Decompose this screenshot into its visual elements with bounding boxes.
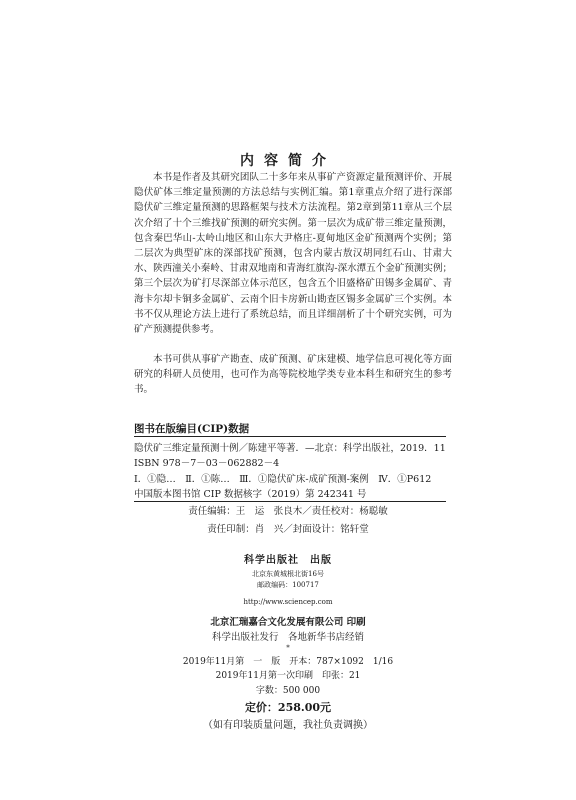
summary-paragraph-1: 本书是作者及其研究团队二十多年来从事矿产资源定量预测评价、开展隐伏矿体三维定量预测的方法总结与实例汇编。第1章重点介绍了进行深部隐伏矿三维定量预测的思路框架与技术方法流程。第2章到第11章从三个层次介绍了十个三维找矿预测的研究实例。第一层次为成矿带三维定量预测，包含秦巴华山-太岭山地区和山东大尹格庄-夏甸地区金矿预测两个实例；第二层次为典型矿床的深部找矿预测，包含内蒙古敖汉胡同红石山、甘肃大水、陕西潼关小秦岭、甘肃双地南和青海红旗沟-深水潭五个金矿预测实例；第三个层次为矿打尽深部立体示范区，包含五个旧盛格矿田锡多金属矿、青海卡尔却卡铜多金属矿、云南个旧卡房新山勘查区锡多金属矿三个实例。本书不仅从理论方法上进行了系统总结，而且详细剖析了十个研究实例，可为矿产预测提供参考。 xyxy=(134,172,452,336)
publisher-line: 科学出版社 出版 xyxy=(244,555,332,566)
responsible-editors: 责任编辑：王 运 张良木／责任校对：杨聪敏 xyxy=(188,506,388,517)
publisher-website: http://www.sciencep.com xyxy=(243,598,333,606)
summary-title: 内容简介 xyxy=(240,153,336,169)
cip-heading: 图书在版编目(CIP)数据 xyxy=(134,423,250,435)
publisher-address: 北京东黄城根北街16号 xyxy=(252,570,324,578)
publisher-postcode: 邮政编码：100717 xyxy=(257,581,319,589)
edition-info: 2019年11月第 一 版 开本：787×1092 1/16 xyxy=(182,657,394,667)
distributor-line: 科学出版社发行 各地新华书店经销 xyxy=(211,632,364,643)
summary-paragraph-2: 本书可供从事矿产勘查、成矿预测、矿床建模、地学信息可视化等方面研究的科研人员使用，也可作为高等院校地学类专业本科生和研究生的参考书。 xyxy=(134,354,452,396)
cip-line-record: 中国版本图书馆 CIP 数据核字（2019）第 242341 号 xyxy=(134,489,367,500)
price: 定价：258.00元 xyxy=(244,701,332,714)
cip-bottom-rule xyxy=(134,501,446,502)
printer-line: 北京汇瑞嘉合文化发展有限公司 印刷 xyxy=(210,617,366,628)
quality-note: （如有印装质量问题，我社负责调换） xyxy=(203,720,373,731)
impression-info: 2019年11月第一次印刷 印张：21 xyxy=(215,671,361,681)
separator-mark: * xyxy=(286,644,290,652)
cip-line-classification: Ⅰ．①隐… Ⅱ．①陈… Ⅲ．①隐伏矿床-成矿预测-案例 Ⅳ．①P612 xyxy=(134,474,432,485)
print-and-cover-design: 责任印制：肖 兴／封面设计：铭轩堂 xyxy=(207,524,369,535)
word-count: 字数：500 000 xyxy=(255,686,321,696)
cip-top-rule xyxy=(134,436,446,437)
cip-line-title: 隐伏矿三维定量预测十例／陈建平等著．—北京：科学出版社，2019．11 xyxy=(134,443,446,454)
cip-line-isbn: ISBN 978－7－03－062882－4 xyxy=(134,458,280,469)
